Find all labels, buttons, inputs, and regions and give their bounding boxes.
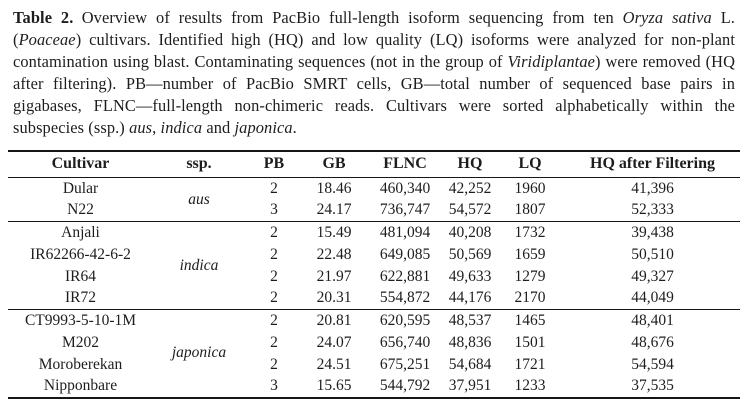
cell-gb: 24.17	[316, 201, 352, 219]
cell-cultivar: Anjali	[61, 223, 100, 241]
caption-segment: Viridiplantae	[507, 52, 596, 72]
cell-cultivar: IR64	[65, 267, 96, 285]
caption-segment: ) cultivars. Identified high (HQ) and low quality (LQ) isoforms were analyzed for non-plant contamination using blast. Contaminating sequences (not in the group of	[13, 30, 735, 72]
cell-hq: 54,572	[448, 201, 492, 219]
cell-lq: 1279	[514, 267, 546, 285]
table-row	[8, 288, 740, 310]
cell-gb: 20.31	[316, 289, 352, 307]
cell-flnc: 481,094	[379, 223, 431, 241]
cell-pb: 2	[270, 267, 278, 285]
column-header-gb: GB	[322, 155, 346, 173]
cell-hq-after-filtering: 49,327	[631, 267, 674, 285]
cell-hq: 54,684	[448, 355, 492, 373]
column-header-lq: LQ	[518, 155, 542, 173]
cell-gb: 21.97	[316, 267, 352, 285]
cell-hq: 42,252	[448, 179, 492, 197]
cell-lq: 1960	[514, 179, 546, 197]
caption-segment: ) were removed (HQ after filtering). PB—number of PacBio SMRT cells, GB—total number of sequenced base pairs in gigabases, FLNC—full-length non-chimeric reads. Cultivars were sorted alphabetically within the subspecies (ssp.)	[13, 52, 736, 138]
group-aus	[8, 178, 740, 222]
table-row	[8, 266, 740, 288]
cell-cultivar: IR62266-42-6-2	[30, 245, 131, 263]
cell-gb: 24.07	[316, 333, 352, 351]
cell-cultivar: N22	[67, 201, 94, 219]
column-header-hq: HQ	[457, 155, 483, 173]
cell-pb: 2	[270, 289, 278, 307]
cell-lq: 1501	[514, 333, 546, 351]
caption-segment: Oryza sativa	[622, 8, 712, 27]
table-row	[8, 354, 740, 376]
cell-flnc: 622,881	[379, 267, 431, 285]
cell-gb: 15.65	[316, 377, 352, 395]
table-row	[8, 244, 740, 266]
column-header-ssp: ssp.	[186, 155, 212, 173]
cell-cultivar: Moroberekan	[38, 355, 123, 373]
cell-hq: 48,836	[448, 333, 492, 351]
cell-flnc: 736,747	[379, 201, 431, 219]
cell-gb: 18.46	[316, 179, 352, 197]
table-row	[8, 200, 740, 222]
cell-hq: 49,633	[448, 267, 492, 285]
cell-ssp: indica	[179, 256, 219, 274]
cell-cultivar: Nipponbare	[43, 377, 118, 395]
cell-hq: 40,208	[448, 223, 492, 241]
cell-hq-after-filtering: 48,401	[631, 311, 674, 329]
cell-hq: 48,537	[448, 311, 492, 329]
header-row	[8, 151, 740, 178]
cell-lq: 1721	[514, 355, 546, 373]
cell-hq: 44,176	[448, 289, 492, 307]
cell-lq: 1732	[514, 223, 546, 241]
caption-segment: L. (	[13, 8, 736, 50]
cell-pb: 2	[270, 355, 278, 373]
table-row	[8, 332, 740, 354]
cell-flnc: 620,595	[379, 311, 431, 329]
caption-segment: Overview of results from PacBio full-length isoform sequencing from ten	[73, 8, 623, 27]
cell-pb: 2	[270, 245, 278, 263]
column-header-flnc: FLNC	[383, 155, 427, 173]
cell-pb: 2	[270, 179, 278, 197]
cell-flnc: 649,085	[379, 245, 431, 263]
table-row	[8, 376, 740, 398]
caption-segment: Poaceae	[18, 30, 76, 50]
caption-segment: japonica	[234, 118, 293, 138]
cell-hq: 37,951	[448, 377, 492, 395]
cell-ssp: aus	[188, 190, 210, 208]
column-header-pb: PB	[263, 155, 285, 173]
cell-flnc: 675,251	[379, 355, 431, 373]
cell-hq-after-filtering: 44,049	[631, 289, 674, 307]
cell-gb: 15.49	[316, 223, 352, 241]
column-header-hq-after-filtering: HQ after Filtering	[590, 155, 715, 173]
cell-gb: 20.81	[316, 311, 352, 329]
caption-segment: indica	[160, 118, 203, 138]
cell-flnc: 554,872	[379, 289, 431, 307]
cell-hq-after-filtering: 39,438	[631, 223, 674, 241]
cell-hq-after-filtering: 52,333	[631, 201, 674, 219]
caption-segment: and	[202, 118, 235, 138]
table-caption	[0, 0, 748, 140]
cell-pb: 3	[270, 377, 278, 395]
cell-cultivar: Dular	[62, 179, 99, 197]
column-header-cultivar: Cultivar	[51, 155, 110, 173]
cell-pb: 2	[270, 333, 278, 351]
table-row	[8, 222, 740, 244]
caption-segment: ,	[152, 118, 161, 138]
cell-ssp: japonica	[171, 344, 227, 362]
cell-lq: 2170	[514, 289, 546, 307]
group-indica	[8, 222, 740, 310]
cell-pb: 3	[270, 201, 278, 219]
cell-lq: 1659	[514, 245, 546, 263]
cell-lq: 1233	[514, 377, 546, 395]
results-table	[8, 150, 740, 399]
caption-segment: .	[292, 118, 297, 138]
cell-gb: 24.51	[316, 355, 352, 373]
caption-label: Table 2.	[13, 8, 74, 27]
table-row	[8, 178, 740, 200]
table-header	[8, 151, 740, 178]
table-row	[8, 310, 740, 332]
cell-cultivar: IR72	[65, 289, 96, 307]
cell-lq: 1465	[514, 311, 546, 329]
cell-hq-after-filtering: 37,535	[631, 377, 674, 395]
cell-flnc: 656,740	[379, 333, 431, 351]
cell-hq-after-filtering: 50,510	[631, 245, 674, 263]
cell-cultivar: M202	[61, 333, 100, 351]
cell-pb: 2	[270, 311, 278, 329]
cell-flnc: 460,340	[379, 179, 431, 197]
cell-hq: 50,569	[448, 245, 492, 263]
cell-lq: 1807	[514, 201, 546, 219]
cell-cultivar: CT9993-5-10-1M	[24, 311, 137, 329]
cell-flnc: 544,792	[379, 377, 431, 395]
cell-hq-after-filtering: 54,594	[631, 355, 674, 373]
cell-pb: 2	[270, 223, 278, 241]
cell-hq-after-filtering: 41,396	[631, 179, 674, 197]
caption-segment: aus	[129, 118, 153, 138]
group-japonica	[8, 310, 740, 398]
cell-gb: 22.48	[316, 245, 352, 263]
cell-hq-after-filtering: 48,676	[631, 333, 674, 351]
